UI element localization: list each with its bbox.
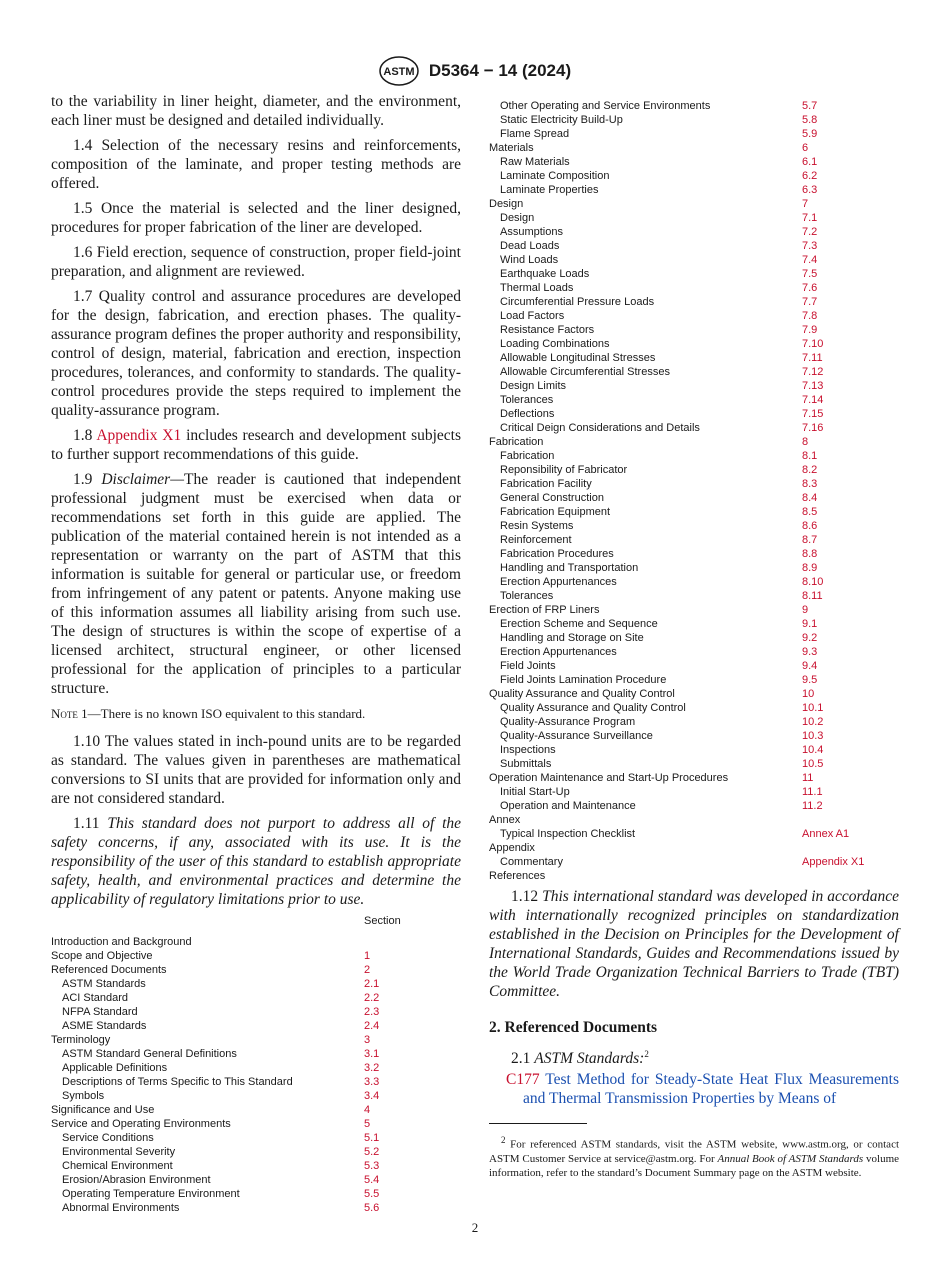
toc-entry [489,869,899,883]
footnote-emphasis: Annual Book of ASTM Standards [717,1152,864,1165]
toc-entry[interactable] [489,127,899,141]
toc-section-header: Section [364,915,401,927]
toc-entry[interactable] [489,267,899,281]
toc-entry[interactable] [51,1187,461,1201]
toc-entry-title: Resistance Factors [500,324,595,336]
toc-entry[interactable] [489,253,899,267]
toc-entry-section-link[interactable]: 10.5 [802,758,824,770]
footnote-number: 2 [501,1135,506,1145]
toc-entry-section-link[interactable]: 8.10 [802,576,824,588]
toc-entry-section-link[interactable]: 3.4 [364,1090,380,1102]
toc-entry-section-link[interactable]: 6.1 [802,156,818,168]
toc-entry-title: Thermal Loads [500,282,574,294]
toc-entry[interactable] [489,477,899,491]
toc-entry-section-link[interactable]: 8.8 [802,548,818,560]
toc-entry[interactable] [489,337,899,351]
toc-entry[interactable] [489,519,899,533]
toc-entry-section-link[interactable]: 7.6 [802,282,818,294]
toc-entry[interactable] [51,1131,461,1145]
toc-entry-section-link[interactable]: 2 [364,964,371,976]
toc-entry-title: Operation Maintenance and Start-Up Procedures [489,772,729,784]
toc-entry[interactable] [489,295,899,309]
toc-entry[interactable] [489,785,899,799]
toc-entry-title: Static Electricity Build-Up [500,114,623,126]
toc-entry-title: Service and Operating Environments [51,1118,231,1130]
toc-entry[interactable] [489,645,899,659]
toc-entry[interactable] [51,1033,461,1047]
left-column [51,92,461,1215]
page-number: 2 [471,1220,479,1235]
toc-entry-title: Fabrication Facility [500,478,592,490]
toc-entry[interactable] [489,323,899,337]
toc-entry-title: Referenced Documents [51,964,167,976]
toc-entry[interactable] [489,155,899,169]
toc-entry[interactable] [51,1061,461,1075]
toc-entry-section-link[interactable]: 10.3 [802,730,824,742]
toc-entry-section-link[interactable]: 5.6 [364,1202,380,1214]
toc-entry-section-link[interactable]: 7.14 [802,394,824,406]
toc-entry[interactable] [489,435,899,449]
toc-entry-section-link[interactable]: 3 [364,1034,371,1046]
toc-entry-section-link[interactable]: 10.2 [802,716,824,728]
toc-entry-title: Reinforcement [500,534,572,546]
toc-entry-section-link[interactable]: 6 [802,142,809,154]
c177-link[interactable]: C177 [506,1071,540,1089]
toc-entry-section-link[interactable]: 7.12 [802,366,824,378]
toc-entry-section-link[interactable]: 9.2 [802,632,818,644]
toc-entry[interactable] [489,673,899,687]
toc-entry [51,935,461,949]
paragraph-continued: to the variability in liner height, diameter, and the environment, each liner must be designed and detailed individually. [51,93,461,129]
toc-entry[interactable] [489,211,899,225]
toc-entry[interactable] [489,281,899,295]
disclaimer-label: Disclaimer— [101,471,184,488]
toc-entry-title: NFPA Standard [62,1006,138,1018]
toc-entry-title: Handling and Storage on Site [500,632,644,644]
toc-entry-section-link[interactable]: 10.4 [802,744,824,756]
paragraph-2-1 [489,1045,899,1068]
astm-logo-icon [379,56,419,86]
paragraph-1-4: 1.4 Selection of the necessary resins and reinforcements, composition of the laminate, and proper testing methods are offered. [51,137,461,192]
paragraph-text: This standard does not purport to address all of the safety concerns, if any, associated with its use. It is the responsibility of the user of this standard to establish appropriate safety, health, and environmental practices and determine the applicability of regulatory limitations prior to use. [51,815,462,908]
note-label: Note 1 [51,706,88,721]
toc-entry-title: Critical Deign Considerations and Details [500,422,700,434]
toc-entry-title: Annex [489,814,521,826]
toc-entry-section-link[interactable]: 10.1 [802,702,824,714]
toc-entry-title: Other Operating and Service Environments [500,100,711,112]
toc-entry-title: Quality-Assurance Program [500,716,636,728]
paragraph-1-7: 1.7 Quality control and assurance procedures are developed for the design, fabrication, and erection phases. The quality-assurance program defines the proper authority and responsibility, control of design, material, fabrication and erection, inspection procedures, tolerances, and conformity to standards. The quality-control procedures provide the steps required to implement the quality-assurance program. [51,288,461,419]
right-column [489,99,899,1108]
footnote-rule [489,1123,587,1124]
toc-entry-section-link[interactable]: 7.10 [802,338,824,350]
toc-entry-title: Erection Scheme and Sequence [500,618,658,630]
toc-entry[interactable] [51,1075,461,1089]
toc-entry[interactable] [51,1159,461,1173]
toc-entry-section-link[interactable]: 7.8 [802,310,818,322]
toc-entry[interactable] [489,491,899,505]
paragraph-number: 1.8 [73,427,93,444]
toc-entry-title: Design Limits [500,380,567,392]
toc-entry[interactable] [51,1173,461,1187]
page-header [0,56,950,86]
toc-entry-title: Symbols [62,1090,105,1102]
paragraph-text: This international standard was developed in accordance with internationally recognized principles on standardization established in the Decision on Principles for the Development of International Standards, Guides and Recommendations issued by the World Trade Organization Technical Barriers to Trade (TBT) Committee. [489,888,899,1000]
toc-entry-title: Resin Systems [500,520,574,532]
toc-entry[interactable] [489,169,899,183]
toc-entry-section-link[interactable]: 4 [364,1104,371,1116]
toc-entry-title: Materials [489,142,534,154]
paragraph-1-6: 1.6 Field erection, sequence of construction, proper field-joint preparation, and alignment are reviewed. [51,244,461,280]
toc-entry[interactable] [489,631,899,645]
toc-entry[interactable] [51,1047,461,1061]
toc-entry [489,841,899,855]
astm-standards-label: ASTM Standards: [534,1050,645,1068]
toc-entry[interactable] [489,589,899,603]
c177-title-link[interactable]: Test Method for Steady-State Heat Flux Measurements and Thermal Transmission Properties by Means of [523,1071,899,1108]
reference-c177 [489,1070,899,1108]
toc-entry-section-link[interactable]: 8.1 [802,450,818,462]
toc-entry-section-link[interactable]: 5 [364,1118,371,1130]
toc-entry-section-link[interactable]: 10 [802,688,815,700]
toc-entry[interactable] [489,659,899,673]
toc-entry-section-link[interactable]: 9.4 [802,660,818,672]
toc-entry-title: Design [500,212,535,224]
toc-entry[interactable] [51,991,461,1005]
toc-entry[interactable] [489,603,899,617]
toc-entry[interactable] [489,113,899,127]
paragraph-number: 1.11 [73,815,100,832]
paragraph-1-9 [51,470,461,698]
toc-entry[interactable] [489,379,899,393]
toc-entry[interactable] [489,617,899,631]
toc-entry[interactable] [489,197,899,211]
toc-entry-title: Loading Combinations [500,338,610,350]
toc-entry[interactable] [489,855,899,869]
toc-entry-title: Tolerances [500,590,554,602]
paragraph-number: 1.12 [511,888,539,905]
toc-entry-section-link[interactable]: 6.2 [802,170,818,182]
toc-entry-section-link[interactable]: 5.8 [802,114,818,126]
toc-entry-section-link[interactable]: 8.4 [802,492,818,504]
toc-entry-title: Abnormal Environments [62,1202,180,1214]
paragraph-text: includes research and development subjects to further support recommendations of this guide. [51,427,462,463]
toc-entry[interactable] [489,561,899,575]
toc-entry-title: Operating Temperature Environment [62,1188,240,1200]
toc-entry-title: General Construction [500,492,604,504]
note-1 [51,706,461,722]
toc-entry-section-link[interactable]: 6.3 [802,184,818,196]
toc-entry[interactable] [489,421,899,435]
toc-entry-title: Laminate Properties [500,184,599,196]
toc-entry-title: Reponsibility of Fabricator [500,464,628,476]
toc-entry-section-link[interactable]: 11.2 [802,800,823,812]
paragraph-number: 1.9 [73,471,93,488]
toc-entry-title: Wind Loads [500,254,559,266]
toc-entry-title: Fabrication Procedures [500,548,614,560]
toc-entry-title: Submittals [500,758,552,770]
toc-entry[interactable] [489,575,899,589]
toc-entry[interactable] [51,949,461,963]
toc-entry-section-link[interactable]: 5.3 [364,1160,380,1172]
toc-entry-title: Erection Appurtenances [500,646,617,658]
toc-entry-title: Handling and Transportation [500,562,639,574]
toc-entry-section-link[interactable]: 7 [802,198,809,210]
toc-entry[interactable] [489,365,899,379]
toc-left [51,935,461,1215]
toc-entry-section-link[interactable]: 7.5 [802,268,818,280]
toc-entry-title: Field Joints Lamination Procedure [500,674,667,686]
toc-entry-title: Descriptions of Terms Specific to This Standard [62,1076,293,1088]
toc-entry-title: Significance and Use [51,1104,155,1116]
toc-entry-section-link[interactable]: 8.2 [802,464,818,476]
toc-entry-section-link[interactable]: 7.1 [802,212,818,224]
toc-entry-title: Assumptions [500,226,563,238]
toc-entry-section-link[interactable]: 5.2 [364,1146,380,1158]
toc-entry-section-link[interactable]: 7.3 [802,240,818,252]
toc-entry-section-link[interactable]: 8.9 [802,562,818,574]
footnote-ref[interactable]: 2 [644,1049,649,1059]
toc-entry-title: Inspections [500,744,556,756]
toc-entry[interactable] [489,757,899,771]
toc-entry[interactable] [489,225,899,239]
toc-entry[interactable] [489,687,899,701]
toc-entry[interactable] [51,1103,461,1117]
toc-entry[interactable] [51,1201,461,1215]
toc-entry-section-link[interactable]: 5.5 [364,1188,380,1200]
toc-entry-section-link[interactable]: 3.1 [364,1048,380,1060]
toc-entry-section-link[interactable]: 3.2 [364,1062,380,1074]
toc-entry-section-link[interactable]: 1 [364,950,371,962]
toc-entry-section-link[interactable]: 5.4 [364,1174,380,1186]
toc-entry-section-link[interactable]: 7.2 [802,226,818,238]
toc-entry-title: Operation and Maintenance [500,800,636,812]
toc-entry-section-link[interactable]: 2.3 [364,1006,380,1018]
toc-entry[interactable] [51,1089,461,1103]
toc-entry-title: Allowable Longitudinal Stresses [500,352,656,364]
paragraph-1-11 [51,814,461,909]
toc-entry[interactable] [51,1005,461,1019]
toc-entry-title: ASTM Standard General Definitions [62,1048,237,1060]
toc-entry[interactable] [489,547,899,561]
paragraph-1-5: 1.5 Once the material is selected and the liner designed, procedures for proper fabrication of the liner are developed. [51,200,461,236]
toc-entry-title: References [489,870,546,882]
note-text: —There is no known ISO equivalent to this standard. [87,706,366,721]
toc-entry [489,813,899,827]
toc-entry-title: Raw Materials [500,156,570,168]
toc-entry-title: Flame Spread [500,128,570,140]
toc-entry-title: ACI Standard [62,992,129,1004]
paragraph-1-10: 1.10 The values stated in inch-pound units are to be regarded as standard. The values given in parentheses are mathematical conversions to SI units that are provided for information only and are not considered standard. [51,733,461,807]
toc-entry-section-link[interactable]: 5.1 [364,1132,380,1144]
toc-entry-section-link[interactable]: 7.16 [802,422,824,434]
toc-entry-section-link[interactable]: 8.5 [802,506,818,518]
toc-entry-title: Erection of FRP Liners [489,604,600,616]
toc-entry-section-link[interactable]: 9.5 [802,674,818,686]
toc-entry-title: Deflections [500,408,555,420]
toc-right [489,99,899,883]
toc-entry[interactable] [489,99,899,113]
toc-entry[interactable] [489,743,899,757]
toc-entry-section-link[interactable]: 8.11 [802,590,823,602]
toc-entry-title: Fabrication [489,436,544,448]
toc-entry[interactable] [489,449,899,463]
toc-entry[interactable] [489,729,899,743]
toc-entry-title: Service Conditions [62,1132,154,1144]
paragraph-number: 2.1 [511,1050,531,1068]
toc-entry[interactable] [489,183,899,197]
toc-entry[interactable] [489,351,899,365]
toc-entry-title: Commentary [500,856,563,868]
toc-entry-section-link[interactable]: 5.9 [802,128,818,140]
toc-entry-section-link[interactable]: 2.4 [364,1020,380,1032]
toc-entry-section-link[interactable]: Annex A1 [802,828,850,840]
toc-entry-title: Erosion/Abrasion Environment [62,1174,211,1186]
toc-entry-title: Load Factors [500,310,565,322]
toc-entry[interactable] [489,771,899,785]
toc-entry-title: Introduction and Background [51,936,192,948]
toc-entry-title: Terminology [51,1034,111,1046]
toc-entry-title: Fabrication [500,450,555,462]
toc-entry-section-link[interactable]: 8.7 [802,534,818,546]
toc-entry-title: Initial Start-Up [500,786,570,798]
toc-entry-title: Environmental Severity [62,1146,176,1158]
toc-entry-section-link[interactable]: 8 [802,436,809,448]
toc-entry[interactable] [51,1117,461,1131]
toc-entry[interactable] [489,827,899,841]
toc-entry-title: Erection Appurtenances [500,576,617,588]
toc-entry-title: Field Joints [500,660,556,672]
paragraph-1-8 [51,426,461,464]
toc-entry-title: Circumferential Pressure Loads [500,296,655,308]
toc-entry[interactable] [489,407,899,421]
toc-entry[interactable] [489,715,899,729]
toc-entry[interactable] [51,977,461,991]
toc-entry-section-link[interactable]: 9.1 [802,618,818,630]
toc-entry[interactable] [489,141,899,155]
toc-entry[interactable] [489,533,899,547]
toc-entry-title: Typical Inspection Checklist [500,828,636,840]
toc-entry-title: Laminate Composition [500,170,610,182]
toc-entry[interactable] [489,463,899,477]
toc-entry-title: Appendix [489,842,535,854]
toc-entry-title: Fabrication Equipment [500,506,611,518]
toc-entry-section-link[interactable]: 9 [802,604,809,616]
toc-entry-section-link[interactable]: 2.2 [364,992,380,1004]
toc-entry-section-link[interactable]: 7.15 [802,408,824,420]
toc-entry-section-link[interactable]: 7.13 [802,380,824,392]
section-2-heading: 2. Referenced Documents [489,1019,658,1036]
toc-entry-section-link[interactable]: 8.6 [802,520,818,532]
footnote-2 [489,1133,899,1180]
toc-entry-title: Allowable Circumferential Stresses [500,366,670,378]
toc-entry-title: Quality-Assurance Surveillance [500,730,653,742]
toc-entry[interactable] [489,393,899,407]
toc-entry-title: Chemical Environment [62,1160,173,1172]
footnote-text-b: volume information, refer to the standard’s Document Summary page on the ASTM website. [489,1152,900,1179]
toc-entry-section-link[interactable]: 9.3 [802,646,818,658]
toc-entry[interactable] [489,309,899,323]
toc-entry-title: Scope and Objective [51,950,153,962]
toc-entry-section-link[interactable]: 7.11 [802,352,823,364]
toc-entry[interactable] [489,505,899,519]
toc-entry-title: Design [489,198,524,210]
toc-entry-title: Dead Loads [500,240,560,252]
appendix-x1-link[interactable]: Appendix X1 [96,427,182,444]
toc-entry-section-link[interactable]: 11.1 [802,786,823,798]
footnote-text-a: For referenced ASTM standards, visit the ASTM website, www.astm.org, or contact ASTM Customer Service at service@astm.org. For [489,1138,900,1165]
toc-entry-section-link[interactable]: Appendix X1 [802,856,865,868]
toc-entry-title: Quality Assurance and Quality Control [489,688,675,700]
toc-entry[interactable] [489,239,899,253]
toc-entry-section-link[interactable]: 8.3 [802,478,818,490]
toc-entry-section-link[interactable]: 11 [802,772,814,784]
toc-entry-title: ASME Standards [62,1020,147,1032]
paragraph-text: The reader is cautioned that independent professional judgment must be exercised when data or recommendations set forth in this guide are applied. The publication of the material contained herein is not intended as a representation or warranty on the part of ASTM that this information is suitable for general or particular use, or freedom from infringement of any patent or patents. Anyone making use of this information assumes all liability arising from such use. The design of structures is within the scope of expertise of a licensed architect, structural engineer, or other licensed professional for the application of principles to a particular structure. [51,471,462,697]
standard-designation: D5364 − 14 (2024) [428,61,572,80]
toc-entry[interactable] [489,701,899,715]
toc-entry[interactable] [51,1145,461,1159]
toc-entry-title: Quality Assurance and Quality Control [500,702,686,714]
toc-entry-section-link[interactable]: 7.4 [802,254,818,266]
toc-entry-section-link[interactable]: 5.7 [802,100,818,112]
toc-entry[interactable] [51,1019,461,1033]
toc-entry-title: Applicable Definitions [62,1062,168,1074]
toc-entry-section-link[interactable]: 2.1 [364,978,380,990]
toc-entry-section-link[interactable]: 7.7 [802,296,818,308]
toc-entry-section-link[interactable]: 3.3 [364,1076,380,1088]
toc-entry-title: Earthquake Loads [500,268,590,280]
toc-entry-section-link[interactable]: 7.9 [802,324,818,336]
toc-entry-title: Tolerances [500,394,554,406]
toc-entry[interactable] [51,963,461,977]
logo-text: ASTM [383,66,415,78]
paragraph-1-12 [489,887,899,1001]
toc-entry-title: ASTM Standards [62,978,146,990]
toc-entry[interactable] [489,799,899,813]
